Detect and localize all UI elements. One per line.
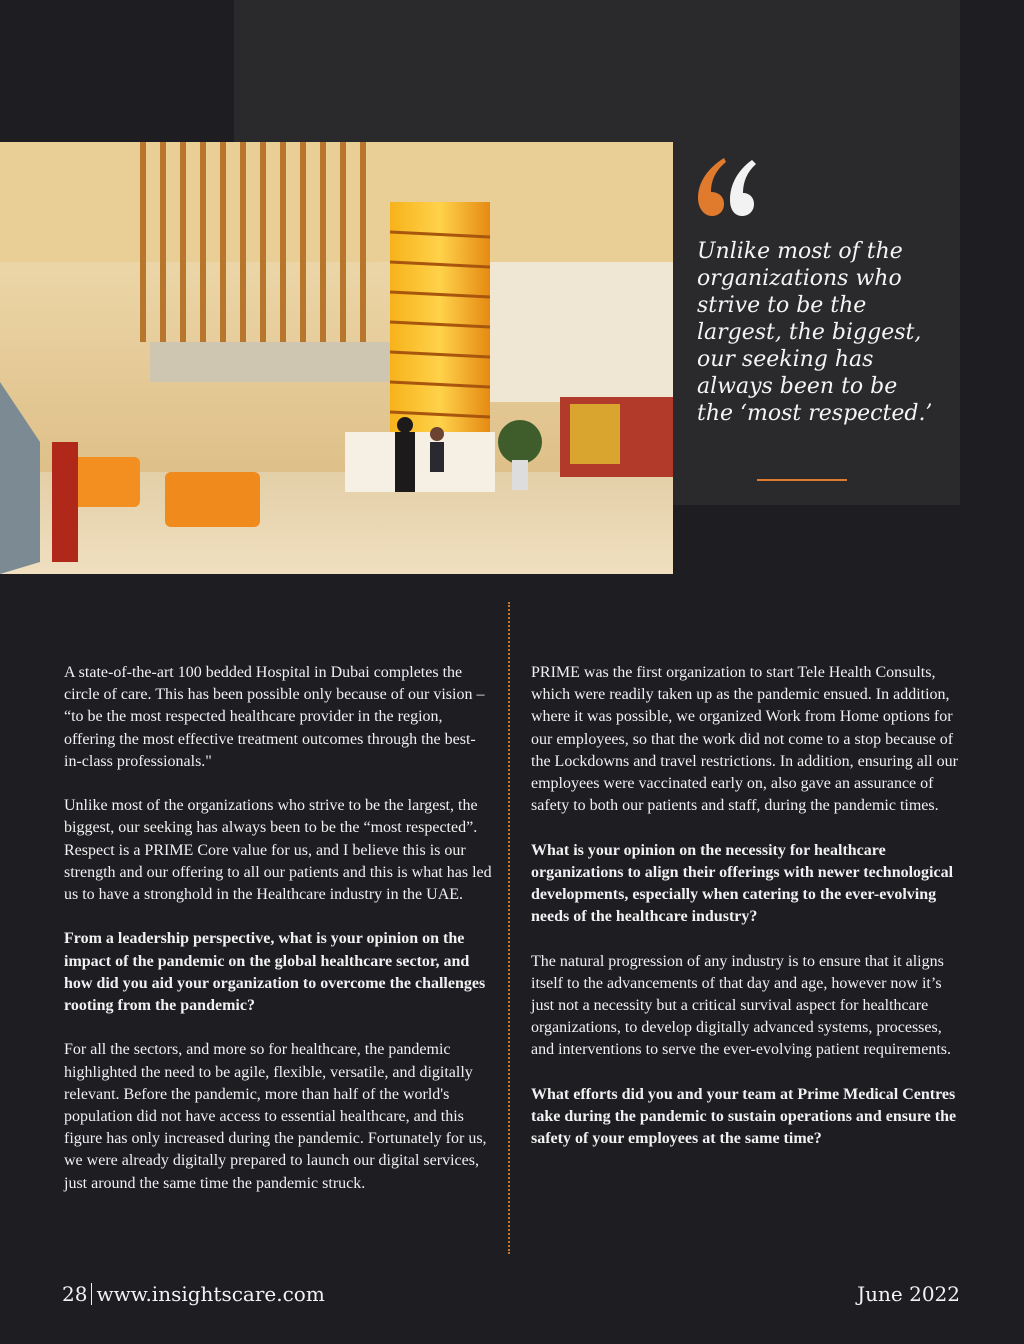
paragraph: PRIME was the first organization to start Tele Health Consults, which were readily taken up as the pandemic ensued. In addition, where it was possible, we organized Work from Home options for our employees, so that the work did not come to a stop because of the Lockdowns and travel restrictions. In addition, ensuring all our employees were vaccinated early on, also gave an assurance of safety to both our patients and staff, during the pandemic times. <box>531 664 959 815</box>
quote-mark-icon <box>694 150 764 220</box>
footer-separator <box>91 1283 92 1305</box>
interview-question: What efforts did you and your team at Prime Medical Centres take during the pandemic to sustain operations and ensure the safety of your employees at the same time? <box>531 1085 957 1148</box>
interview-question: What is your opinion on the necessity for healthcare organizations to align their offerings with newer technological developments, especially when catering to the ever-evolving needs of the healthcare industry? <box>531 841 954 926</box>
column-divider <box>508 602 510 1254</box>
paragraph: Unlike most of the organizations who strive to be the largest, the biggest, our seeking has always been to be the “most respected”. Respect is a PRIME Core value for us, and I believe this is our strength and our offering to all our patients and this is what has led us to have a stronghold in the Healthcare industry in the UAE. <box>64 797 492 904</box>
issue-date: June 2022 <box>857 1282 960 1306</box>
page-number: 28 <box>62 1282 88 1306</box>
pull-quote: Unlike most of the organizations who strive to be the largest, the biggest, our seeking has always been to be the ‘most respected.’ <box>697 239 933 426</box>
footer-left <box>62 1282 325 1306</box>
paragraph: A state-of-the-art 100 bedded Hospital in Dubai completes the circle of care. This has been possible only because of our vision – “to be the most respected healthcare provider in the region, offering the most effective treatment outcomes through the best-in-class professionals." <box>64 664 485 770</box>
right-column <box>531 662 959 1173</box>
quote-divider <box>757 479 847 481</box>
interview-question: From a leadership perspective, what is your opinion on the impact of the pandemic on the global healthcare sector, and how did you aid your organization to overcome the challenges rooting from the pandemic? <box>64 930 486 1015</box>
website-link[interactable]: www.insightscare.com <box>96 1282 325 1306</box>
paragraph: The natural progression of any industry is to ensure that it aligns itself to the advancements of that day and age, however now it’s just not a necessity but a critical survival aspect for healthcare organizations, to develop digitally advanced systems, processes, and interventions to serve the ever-evolving patient requirements. <box>531 952 951 1059</box>
hospital-lobby-photo <box>0 142 673 574</box>
paragraph: For all the sectors, and more so for healthcare, the pandemic highlighted the need to be agile, flexible, versatile, and digitally relevant. Before the pandemic, more than half of the world's population did not have access to essential healthcare, and this figure has only increased during the pandemic. Fortunately for us, we were already digitally prepared to launch our digital services, just around the same time the pandemic struck. <box>64 1041 487 1192</box>
left-column <box>64 662 492 1217</box>
